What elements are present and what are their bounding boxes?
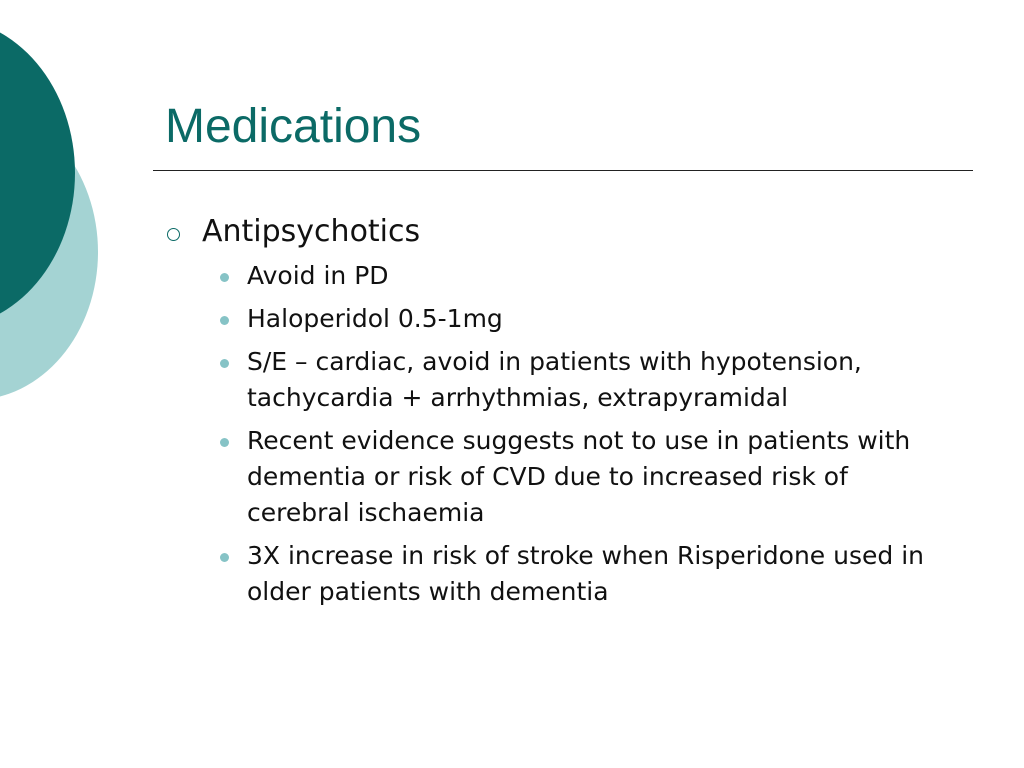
bullet-text: Haloperidol 0.5-1mg bbox=[247, 304, 503, 333]
title-divider bbox=[153, 170, 973, 171]
bullet-item bbox=[165, 423, 947, 531]
slide-content bbox=[165, 212, 965, 617]
dot-bullet-icon bbox=[220, 359, 229, 368]
bullet-text: S/E – cardiac, avoid in patients with hypotension, tachycardia + arrhythmias, extrapyramidal bbox=[247, 347, 862, 412]
dot-bullet-icon bbox=[220, 438, 229, 447]
bullet-text: Avoid in PD bbox=[247, 261, 389, 290]
bullet-list bbox=[165, 258, 965, 610]
level1-item-antipsychotics bbox=[165, 212, 965, 252]
dot-bullet-icon bbox=[220, 553, 229, 562]
bullet-item bbox=[165, 538, 947, 610]
hollow-circle-bullet-icon bbox=[167, 228, 180, 241]
dot-bullet-icon bbox=[220, 316, 229, 325]
bullet-item bbox=[165, 301, 947, 337]
dot-bullet-icon bbox=[220, 273, 229, 282]
bullet-text: Recent evidence suggests not to use in patients with dementia or risk of CVD due to increased risk of cerebral ischaemia bbox=[247, 426, 911, 527]
slide-title: Medications bbox=[165, 100, 422, 153]
level1-item-label: Antipsychotics bbox=[202, 214, 421, 249]
bullet-item bbox=[165, 344, 947, 416]
bullet-text: 3X increase in risk of stroke when Risperidone used in older patients with dementia bbox=[247, 541, 924, 606]
bullet-item bbox=[165, 258, 947, 294]
